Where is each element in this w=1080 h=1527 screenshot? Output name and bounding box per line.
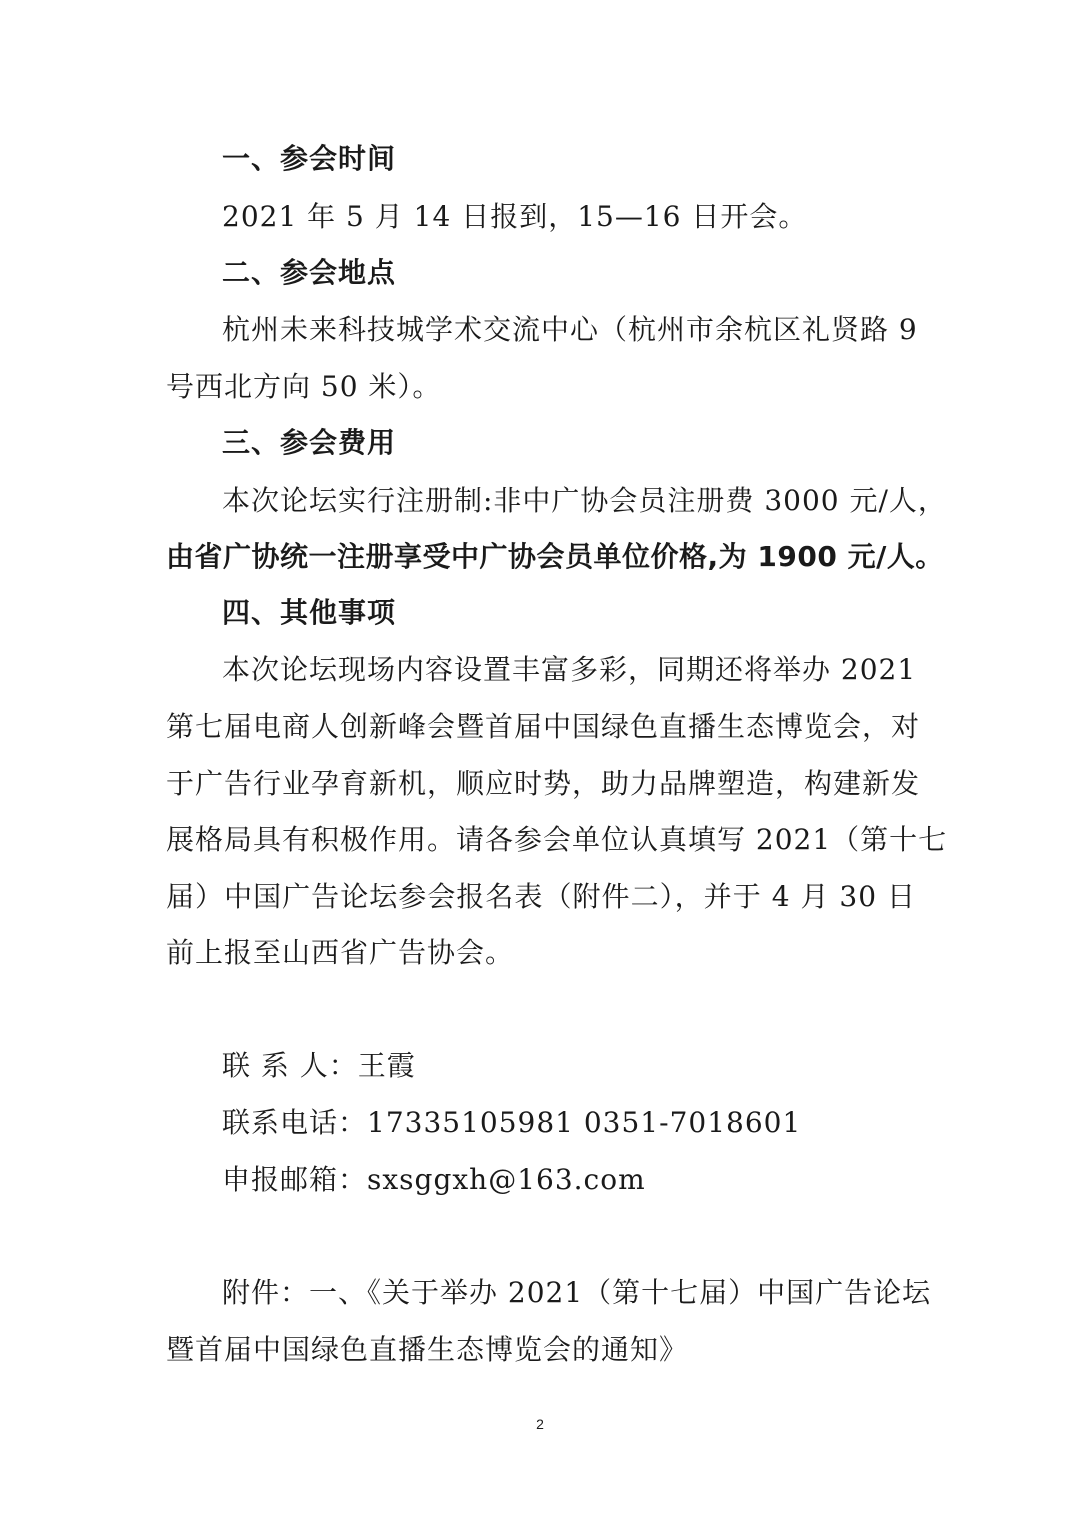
section-3-heading: 三、参会费用 — [222, 426, 397, 459]
contact-phone: 联系电话：17335105981 0351-7018601 — [222, 1106, 802, 1139]
contact-person: 联 系 人：王霞 — [222, 1049, 416, 1082]
section-1-heading: 一、参会时间 — [222, 142, 397, 175]
section-4-line-2: 第七届电商人创新峰会暨首届中国绿色直播生态博览会，对 — [166, 710, 921, 743]
attachment-line-1: 附件：一、《关于举办 2021（第十七届）中国广告论坛 — [222, 1276, 932, 1309]
section-4-line-3: 于广告行业孕育新机，顺应时势，助力品牌塑造，构建新发 — [166, 767, 921, 800]
contact-email: 申报邮箱：sxsggxh@163.com — [222, 1163, 646, 1196]
page-number: 2 — [536, 1416, 544, 1432]
section-3-line-1: 本次论坛实行注册制:非中广协会员注册费 3000 元/人， — [222, 484, 947, 517]
section-4-line-4: 展格局具有积极作用。请各参会单位认真填写 2021（第十七 — [166, 823, 948, 856]
section-4-line-5: 届）中国广告论坛参会报名表（附件二），并于 4 月 30 日 — [166, 880, 916, 913]
section-2-line-1: 杭州未来科技城学术交流中心（杭州市余杭区礼贤路 9 — [222, 313, 918, 346]
attachment-line-2: 暨首届中国绿色直播生态博览会的通知》 — [166, 1333, 689, 1366]
section-3-line-2-bold: 由省广协统一注册享受中广协会员单位价格,为 1900 元/人。 — [166, 540, 944, 573]
section-4-line-6: 前上报至山西省广告协会。 — [166, 936, 515, 969]
section-2-line-2: 号西北方向 50 米）。 — [166, 370, 442, 403]
section-1-text: 2021 年 5 月 14 日报到，15—16 日开会。 — [222, 200, 808, 233]
section-2-heading: 二、参会地点 — [222, 256, 397, 289]
section-4-heading: 四、其他事项 — [222, 596, 397, 629]
section-4-line-1: 本次论坛现场内容设置丰富多彩，同期还将举办 2021 — [222, 653, 917, 686]
